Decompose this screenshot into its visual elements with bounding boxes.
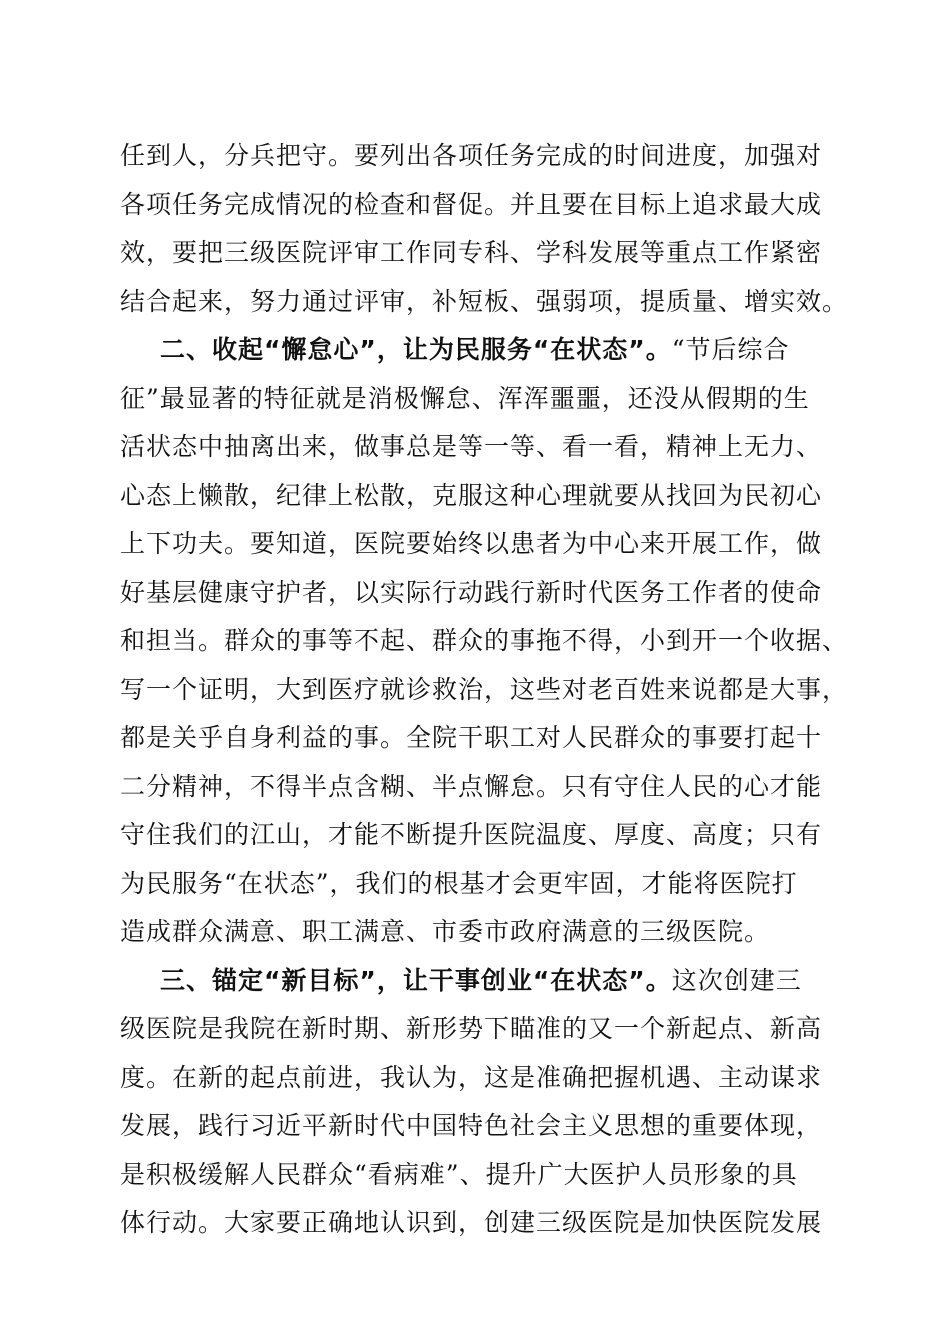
text-line: 为民服务“在状态”，我们的根基才会更牢固，才能将医院打 (120, 868, 798, 898)
text-line: 守住我们的江山，才能不断提升医院温度、厚度、高度；只有 (120, 820, 823, 849)
text-line: 效，要把三级医院评审工作同专科、学科发展等重点工作紧密 (120, 238, 823, 267)
text-line: 上下功夫。要知道，医院要始终以患者为中心来开展工作，做 (120, 529, 823, 558)
text-line: 写一个证明，大到医疗就诊救治，这些对老百姓来说都是大事， (120, 674, 849, 704)
paragraph-continuation (120, 132, 849, 326)
text-line: 征”最显著的特征就是消极懈怠、浑浑噩噩，还没从假期的生 (120, 383, 810, 413)
text-line: 度。在新的起点前进，我认为，这是准确把握机遇、主动谋求 (120, 1062, 823, 1092)
text-line: 任到人，分兵把守。要列出各项任务完成的时间进度，加强对 (120, 141, 823, 170)
section-two-first-line (120, 326, 840, 375)
text-line: 活状态中抽离出来，做事总是等一等、看一看，精神上无力、 (120, 432, 823, 461)
document-body (120, 132, 849, 1248)
text-line: 是积极缓解人民群众“看病难”、提升广大医护人员形象的具 (120, 1159, 798, 1189)
text-line: 心态上懒散，纪律上松散，克服这种心理就要从找回为民初心 (120, 480, 823, 510)
text-line: 好基层健康守护者，以实际行动践行新时代医务工作者的使命 (120, 577, 823, 607)
text-line: 级医院是我院在新时期、新形势下瞄准的又一个新起点、新高 (120, 1014, 823, 1043)
section-three (120, 957, 840, 1248)
text-line: 造成群众满意、职工满意、市委市政府满意的三级医院。 (120, 917, 771, 946)
text-line: 二分精神，不得半点含糊、半点懈怠。只有守住人民的心才能 (120, 771, 823, 801)
text-line: 体行动。大家要正确地认识到，创建三级医院是加快医院发展 (120, 1208, 823, 1237)
section-three-lead-text: 这次创建三 (671, 965, 802, 995)
text-line: 结合起来，努力通过评审，补短板、强弱项，提质量、增实效。 (120, 286, 849, 316)
text-line: 都是关乎自身利益的事。全院干职工对人民群众的事要打起十 (120, 723, 823, 752)
section-three-heading: 三、锚定“新目标”，让干事创业“在状态”。 (160, 965, 672, 995)
section-two-lead-text: “节后综合 (671, 335, 790, 364)
section-two-heading: 二、收起“懈怠心”，让为民服务“在状态”。 (160, 335, 672, 364)
section-two (120, 326, 849, 957)
text-line: 各项任务完成情况的检查和督促。并且要在目标上追求最大成 (120, 189, 823, 219)
text-line: 发展，践行习近平新时代中国特色社会主义思想的重要体现， (120, 1111, 823, 1140)
section-three-first-line (120, 957, 840, 1006)
text-line: 和担当。群众的事等不起、群众的事拖不得，小到开一个收据、 (120, 626, 849, 655)
